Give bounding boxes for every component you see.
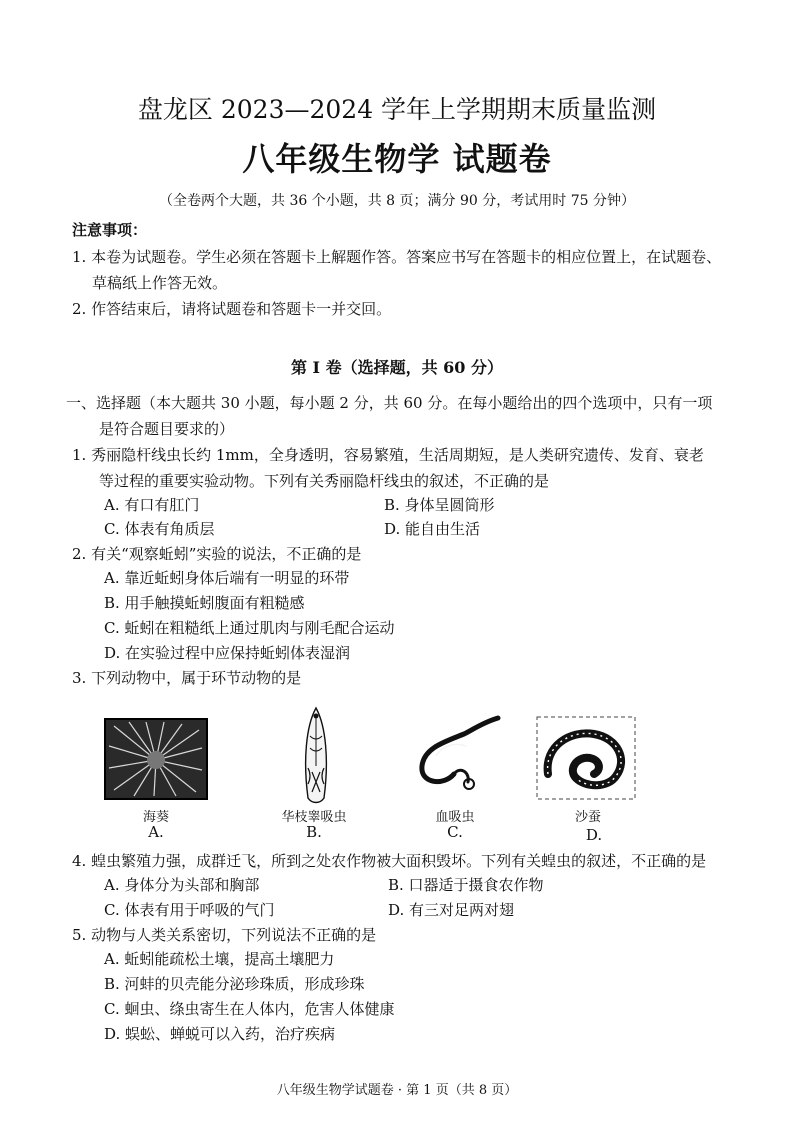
q3-image-b-name: 华枝睾吸虫 [281, 810, 347, 825]
q5-option-b: B. 河蚌的贝壳能分泌珍珠质，形成珍珠 [104, 975, 365, 993]
q4-option-c: C. 体表有用于呼吸的气门 [104, 901, 275, 919]
q4-option-a: A. 身体分为头部和胸部 [104, 876, 260, 894]
liver-fluke-icon [296, 706, 336, 806]
q5-option-d: D. 蜈蚣、蝉蜕可以入药，治疗疾病 [104, 1025, 336, 1043]
q1-option-d: D. 能自由生活 [384, 520, 481, 538]
q3-image-a-name: 海葵 [142, 810, 169, 825]
q5-option-a: A. 蚯蚓能疏松土壤，提高土壤肥力 [104, 950, 335, 968]
q2-option-a: A. 靠近蚯蚓身体后端有一明显的环带 [104, 569, 350, 587]
notes-item1-line1: 1. 本卷为试题卷。学生必须在答题卡上解题作答。答案应书写在答题卡的相应位置上，在试题卷、 [72, 248, 722, 266]
sea-anemone-icon [104, 718, 208, 800]
q3-image-b-letter: B. [306, 823, 322, 841]
part-heading-line2: 是符合题目要求的） [99, 420, 235, 438]
q3-image-d-letter: D. [585, 826, 603, 844]
q1-option-c: C. 体表有角质层 [104, 520, 215, 538]
q2-stem: 2. 有关“观察蚯蚓”实验的说法，不正确的是 [72, 545, 362, 563]
q3-image-d-name: 沙蚕 [574, 810, 601, 825]
q4-option-b: B. 口器适于摄食农作物 [388, 876, 544, 894]
exam-subtitle: （全卷两个大题，共 36 个小题，共 8 页；满分 90 分，考试用时 75 分钟） [159, 193, 635, 209]
q5-option-c: C. 蛔虫、绦虫寄生在人体内，危害人体健康 [104, 1000, 395, 1018]
exam-title-line2: 八年级生物学 试题卷 [242, 140, 552, 178]
schistosome-icon [414, 712, 506, 798]
q4-stem: 4. 蝗虫繁殖力强，成群迁飞，所到之处农作物被大面积毁坏。下列有关蝗虫的叙述，不正确的是 [72, 852, 707, 870]
q1-option-b: B. 身体呈圆筒形 [384, 496, 495, 514]
q3-stem: 3. 下列动物中，属于环节动物的是 [72, 669, 302, 687]
section-title: 第 I 卷（选择题，共 60 分） [290, 358, 504, 377]
q3-image-c-letter: C. [447, 823, 463, 841]
q5-stem: 5. 动物与人类关系密切，下列说法不正确的是 [72, 926, 377, 944]
notes-item1-line2: 草稿纸上作答无效。 [92, 274, 228, 292]
exam-title-line1: 盘龙区 2023—2024 学年上学期期末质量监测 [137, 95, 657, 124]
q4-option-d: D. 有三对足两对翅 [388, 901, 515, 919]
q2-option-d: D. 在实验过程中应保持蚯蚓体表湿润 [104, 644, 351, 662]
notes-item2: 2. 作答结束后，请将试题卷和答题卡一并交回。 [72, 300, 392, 318]
notes-heading: 注意事项： [72, 221, 148, 239]
sandworm-icon [536, 716, 636, 800]
q2-option-c: C. 蚯蚓在粗糙纸上通过肌肉与刚毛配合运动 [104, 619, 395, 637]
page-footer: 八年级生物学试题卷 · 第 1 页（共 8 页） [276, 1083, 518, 1098]
q1-option-a: A. 有口有肛门 [104, 496, 200, 514]
part-heading-line1: 一、选择题（本大题共 30 小题，每小题 2 分，共 60 分。在每小题给出的四个选项中，只有一项 [66, 394, 713, 412]
q2-option-b: B. 用手触摸蚯蚓腹面有粗糙感 [104, 594, 305, 612]
q3-image-c-name: 血吸虫 [435, 810, 475, 825]
q1-stem-line1: 1. 秀丽隐杆线虫长约 1mm，全身透明，容易繁殖，生活周期短，是人类研究遗传、发育、衰老 [72, 446, 704, 464]
q1-stem-line2: 等过程的重要实验动物。下列有关秀丽隐杆线虫的叙述，不正确的是 [99, 472, 550, 490]
q3-image-a-letter: A. [148, 823, 164, 841]
